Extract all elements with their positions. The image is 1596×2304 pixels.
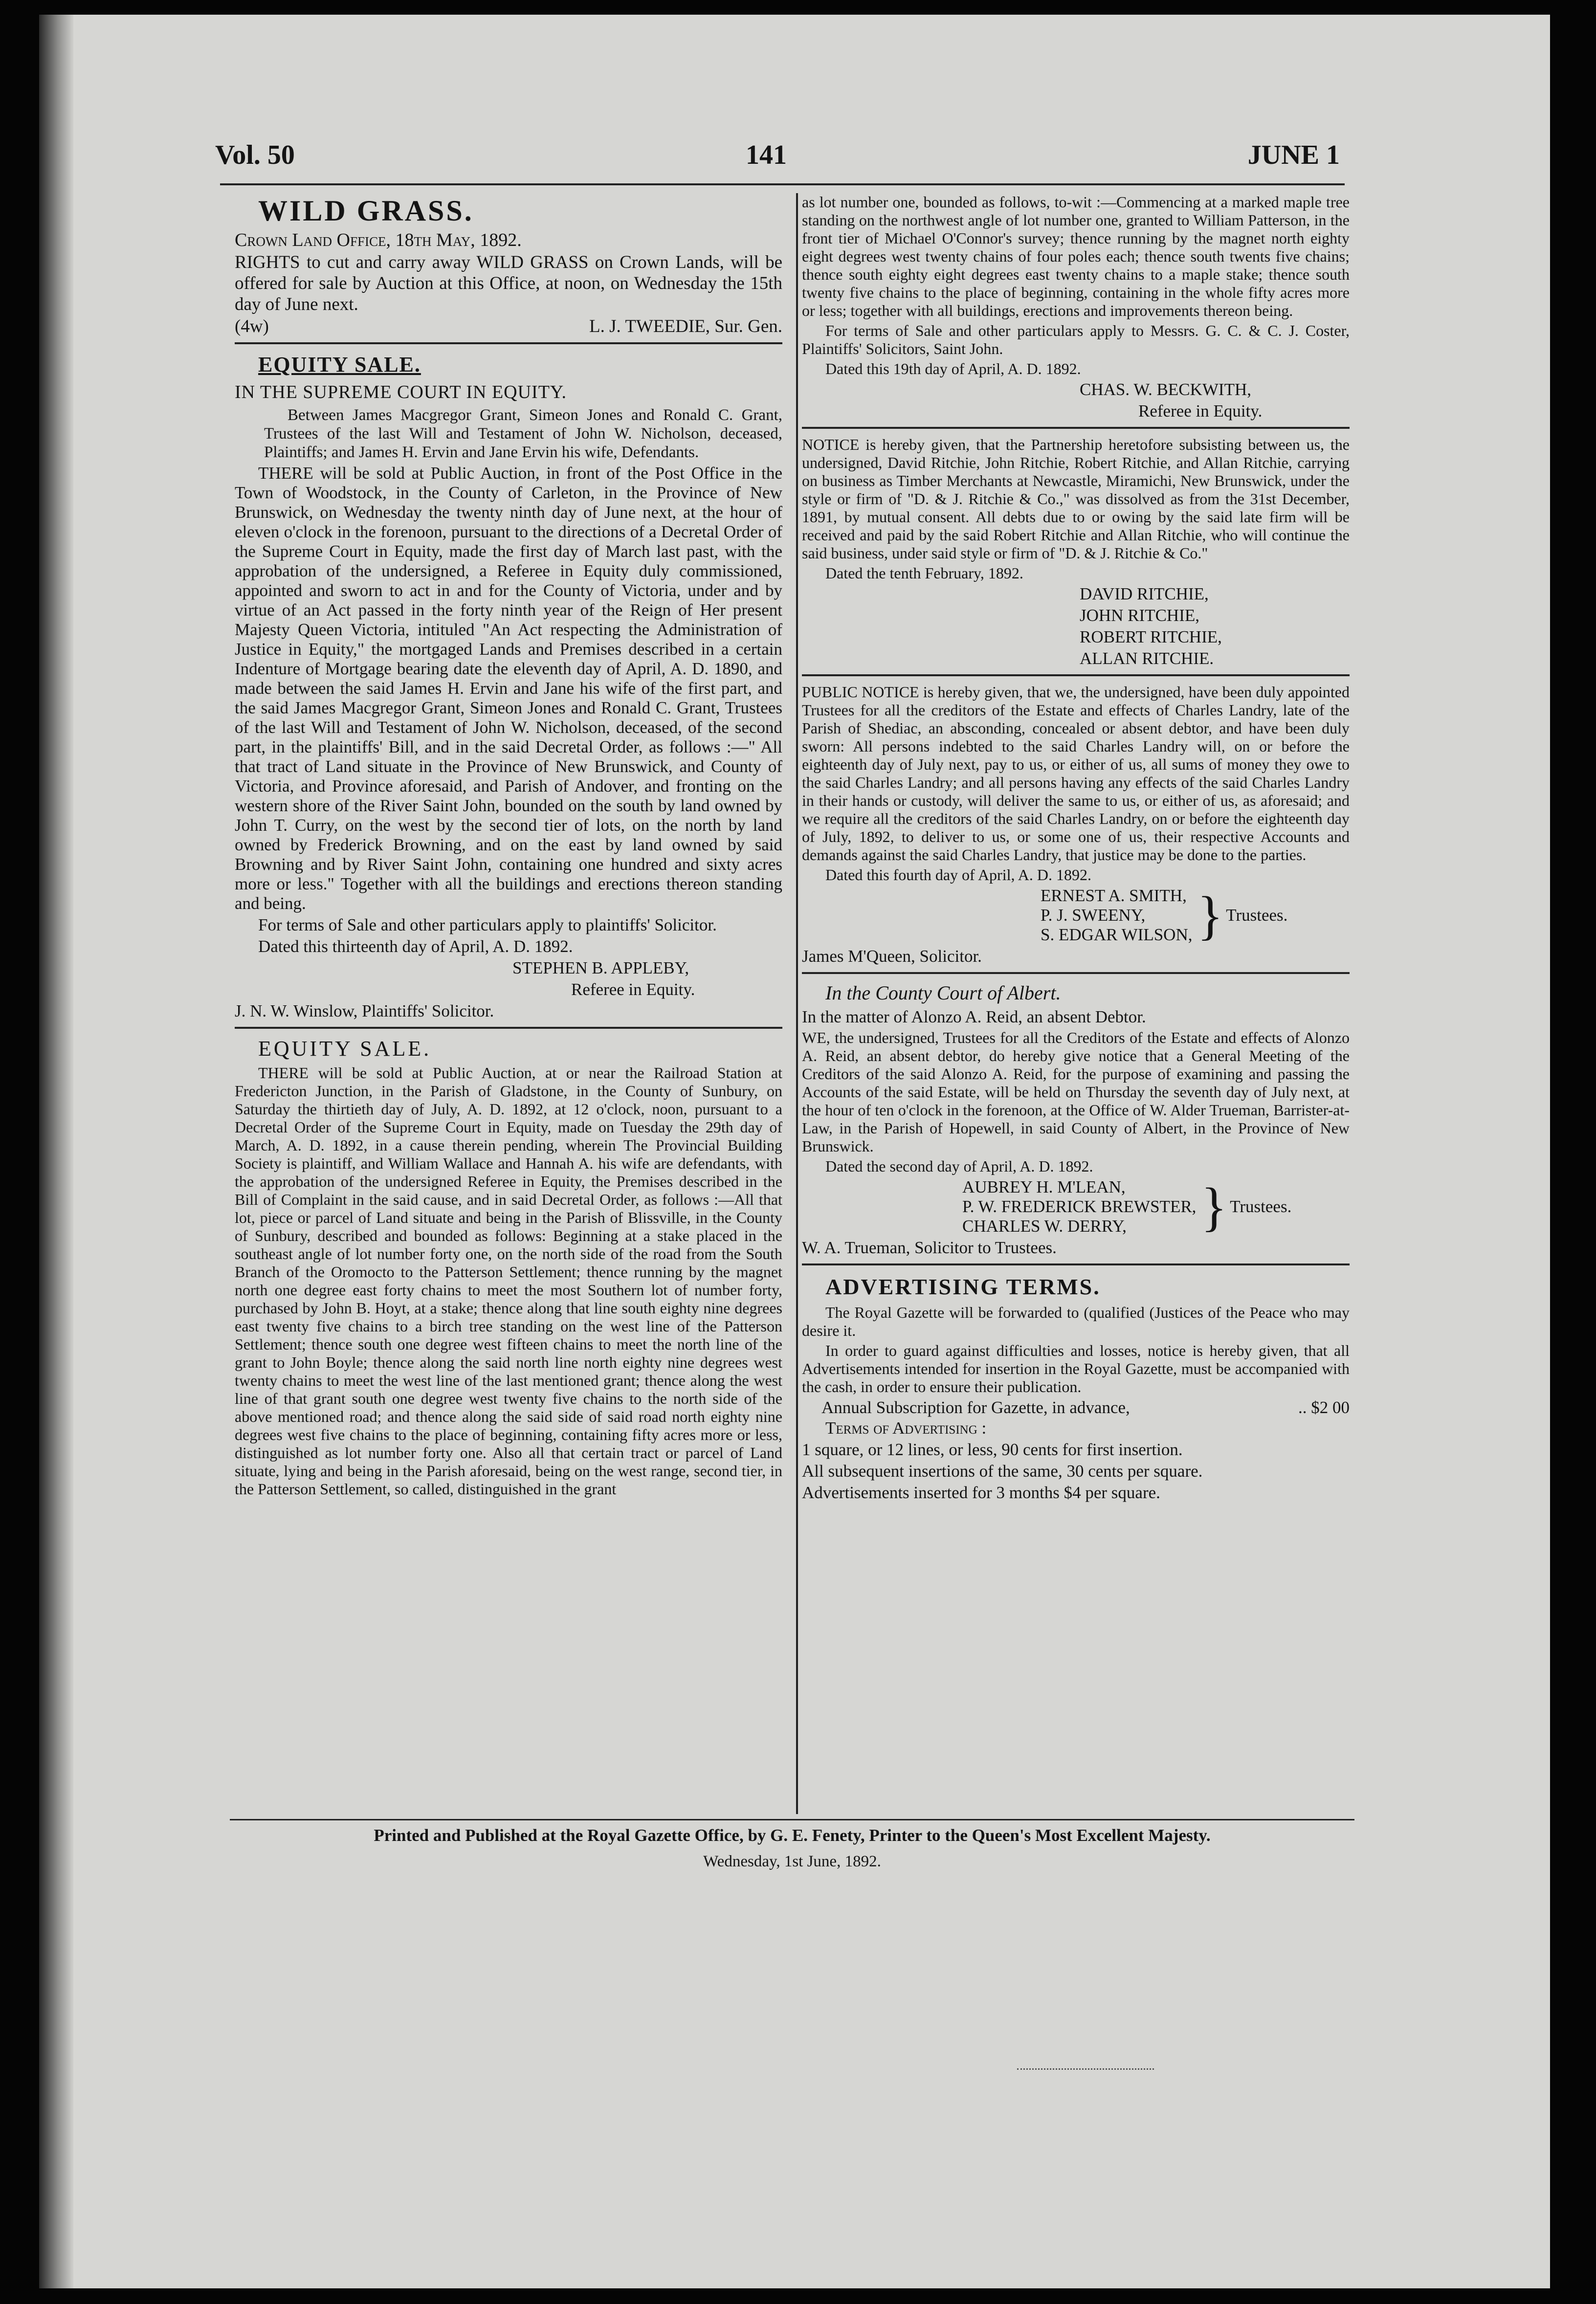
equity-sale-1-solicitor: J. N. W. Winslow, Plaintiffs' Solicitor. xyxy=(235,1001,494,1020)
albert-trustees xyxy=(802,1177,1350,1236)
advertising-rate-1: 1 square, or 12 lines, or less, 90 cents for first insertion. xyxy=(802,1440,1183,1459)
partnership-signer: ALLAN RITCHIE. xyxy=(1080,649,1214,668)
equity-sale-2-title: EQUITY SALE. xyxy=(258,1037,432,1061)
equity-sale-1-court: IN THE SUPREME COURT IN EQUITY. xyxy=(235,382,567,402)
issue-date: JUNE 1 xyxy=(1247,140,1340,170)
equity-sale-2-continued-text: as lot number one, bounded as follows, to-wit :—Commencing at a marked maple tree standing on the northwest angle of lot number one, granted to William Patterson, in the front tier of Michael O'Connor's survey; thence running by the magnet north eighty eight degrees west twenty chains of four poles each; thence south twents five chains; thence south eighty eight degrees east twenty chains to a maple stake; thence south twenty five chains to the place of beginning, containing in the whole fifty acres more or less; together with all buildings, erections and improvements thereon being. xyxy=(802,193,1350,319)
landry-trustees-label: Trustees. xyxy=(1226,906,1288,925)
landry-trustee: P. J. SWEENY, xyxy=(1041,906,1146,925)
landry-notice-dated: Dated this fourth day of April, A. D. 1892. xyxy=(825,866,1091,884)
wild-grass-code: (4w) xyxy=(235,316,269,336)
advertising-terms xyxy=(802,1272,1350,1503)
albert-notice xyxy=(802,981,1350,1258)
wild-grass-title: WILD GRASS. xyxy=(258,195,474,227)
equity-sale-1-referee-title: Referee in Equity. xyxy=(571,980,695,999)
partnership-signer: ROBERT RITCHIE, xyxy=(1080,627,1222,646)
landry-trustee: ERNEST A. SMITH, xyxy=(1041,886,1187,905)
equity-sale-1-referee-name: STEPHEN B. APPLEBY, xyxy=(512,958,689,977)
wild-grass-body: RIGHTS to cut and carry away WILD GRASS on Crown Lands, will be offered for sale by Auction at this Office, at noon, on Wednesday the 15th day of June next. xyxy=(235,252,782,314)
albert-trustee: CHARLES W. DERRY, xyxy=(962,1217,1127,1236)
right-column xyxy=(802,193,1350,1508)
albert-matter: In the matter of Alonzo A. Reid, an absent Debtor. xyxy=(802,1007,1146,1026)
volume-label: Vol. 50 xyxy=(215,140,295,170)
imprint-date: Wednesday, 1st June, 1892. xyxy=(703,1853,881,1870)
partnership-signer: JOHN RITCHIE, xyxy=(1080,606,1199,625)
page-spine-shadow xyxy=(39,15,73,2288)
partnership-notice xyxy=(802,436,1350,668)
column-divider xyxy=(796,193,798,1814)
wild-grass-notice xyxy=(235,193,782,336)
equity-sale-2-body: THERE will be sold at Public Auction, at or near the Railroad Station at Fredericton Junction, in the Parish of Gladstone, in the County of Sunbury, on Saturday the thirtieth day of July, A. D. 1892, at 12 o'clock, noon, pursuant to a Decretal Order of the Supreme Court in Equity, made on Tuesday the 29th day of March, A. D. 1892, in a cause therein pending, wherein The Provincial Building Society is plaintiff, and William Wallace and Hannah A. his wife are defendants, with the approbation of the undersigned Referee in Equity, the Premises described in the Bill of Complaint in the said cause, and in said Decretal Order, as follows :—All that lot, piece or parcel of Land situate and being in the Parish of Blissville, in the County of Sunbury, described and bounded as follows: Beginning at a stake placed in the southeast angle of lot number forty one, on the north side of the road from the South Branch of the Oromocto to the Patterson Settlement; thence running by the magnet north one degree east forty chains to meet the most Southern lot of number forty, purchased by John B. Hoyt, at a stake; thence along that line south eighty nine degrees east twenty five chains to a birch tree standing on the west line of the Patterson Settlement; thence south one degree west fifteen chains to meet the north line of the grant to John Boyle; thence along the said north line north eighty nine degrees west twenty chains to meet the west line of the last mentioned grant; thence along the west line of that grant south one degree west twenty five chains to the north side of the above mentioned road; and thence along the said side of said road north eighty nine degrees west five chains to the place of beginning, containing fifty acres more or less, distinguished as lot number forty one. Also all that certain tract or parcel of Land situate, lying and being in the Parish aforesaid, being on the west range, second tier, in the Patterson Settlement, so called, distinguished in the grant xyxy=(235,1064,782,1498)
subscription-row xyxy=(802,1398,1350,1418)
brace-glyph: } xyxy=(1201,1177,1227,1237)
equity-sale-2 xyxy=(235,1036,782,1498)
albert-trustee: AUBREY H. M'LEAN, xyxy=(962,1177,1126,1196)
wild-grass-signature: L. J. TWEEDIE, Sur. Gen. xyxy=(589,316,782,336)
landry-trustee: S. EDGAR WILSON, xyxy=(1041,925,1193,944)
advertising-p1: The Royal Gazette will be forwarded to (qualified (Justices of the Peace who may desire it. xyxy=(802,1304,1350,1339)
equity-sale-1-terms: For terms of Sale and other particulars apply to plaintiffs' Solicitor. xyxy=(258,915,717,934)
advertising-p2: In order to guard against difficulties and losses, notice is hereby given, that all Advertisements intended for insertion in the Royal Gazette, must be accompanied with the cash, in order to ensure their publication. xyxy=(802,1342,1350,1396)
albert-court: In the County Court of Albert. xyxy=(825,982,1061,1004)
imprint-line: Printed and Published at the Royal Gazette Office, by G. E. Fenety, Printer to the Queen's Most Excellent Majesty. xyxy=(374,1826,1211,1845)
equity-sale-2-referee-title: Referee in Equity. xyxy=(1138,401,1263,421)
equity-sale-1-dated: Dated this thirteenth day of April, A. D. 1892. xyxy=(258,937,573,956)
page-number: 141 xyxy=(746,140,787,170)
partnership-notice-body: NOTICE is hereby given, that the Partnership heretofore subsisting between us, the undersigned, David Ritchie, John Ritchie, Robert Ritchie, and Allan Ritchie, carrying on business as Timber Merchants at Newcastle, Miramichi, New Brunswick, under the style or firm of "D. & J. Ritchie & Co.," was dissolved as from the 31st December, 1891, by mutual consent. All debts due to or owing by the said late firm will be received and paid by the said Robert Ritchie and Allan Ritchie, who will continue the said business, under said style or firm of "D. & J. Ritchie & Co." xyxy=(802,436,1350,562)
stray-dots xyxy=(1017,2068,1154,2070)
landry-notice-body: PUBLIC NOTICE is hereby given, that we, the undersigned, have been duly appointed Trustees for all the creditors of the Estate and effects of Charles Landry, late of the Parish of Shediac, an absconding, concealed or absent debtor, and have been duly sworn: All persons indebted to the said Charles Landry will, on or before the eighteenth day of July next, pay to us, or either of us, all sums of money they owe to the said Charles Landry; and all persons having any effects of the said Charles Landry in their hands or custody, will deliver the same to us, or either of us, as aforesaid; and we require all the creditors of the said Charles Landry, on or before the eighteenth day of July, 1892, to deliver to us, or some one of us, their respective Accounts and demands against the said Charles Landry, that justice may be done to the parties. xyxy=(802,683,1350,864)
equity-sale-2-terms: For terms of Sale and other particulars apply to Messrs. G. C. & C. J. Coster, Plaintiffs' Solicitors, Saint John. xyxy=(802,322,1350,357)
equity-sale-1-body: THERE will be sold at Public Auction, in front of the Post Office in the Town of Woodstock, in the County of Carleton, in the Province of New Brunswick, on Wednesday the twenty ninth day of June next, at the hour of eleven o'clock in the forenoon, pursuant to the directions of a Decretal Order of the Supreme Court in Equity, made the first day of March last past, with the approbation of the undersigned, a Referee in Equity duly commissioned, appointed and sworn to act in and for the County of Victoria, under and by virtue of an Act passed in the forty ninth year of the Reign of Her present Majesty Queen Victoria, intituled "An Act respecting the Administration of Justice in Equity," the mortgaged Lands and Premises described in a certain Indenture of Mortgage bearing date the eleventh day of April, A. D. 1890, and made between the said James H. Ervin and Jane his wife of the first part, and the said James Macgregor Grant, Simeon Jones and Ronald C. Grant, Trustees of the last Will and Testament of John W. Nicholson, deceased, of the second part, in the plaintiffs' Bill, and in the said Decretal Order, as follows :—" All that tract of Land situate in the Province of New Brunswick, and County of Victoria, and Province aforesaid, and Parish of Andover, and fronting on the western shore of the River Saint John, bounded on the south by land owned by John T. Curry, on the west by the second tier of lots, on the north by land owned by Frederick Browning, and on the east by land owned by said Browning and by River Saint John, containing one hundred and sixty acres more or less." Together with all the buildings and erections thereon standing and being. xyxy=(235,464,782,913)
terms-heading: Terms of Advertising : xyxy=(825,1418,987,1438)
subscription-label: Annual Subscription for Gazette, in advance, xyxy=(821,1398,1130,1417)
equity-sale-2-dated: Dated this 19th day of April, A. D. 1892. xyxy=(825,360,1081,377)
albert-trustee: P. W. FREDERICK BREWSTER, xyxy=(962,1197,1197,1216)
separator-rule xyxy=(235,342,782,344)
brace-glyph: } xyxy=(1197,886,1223,945)
header-rule xyxy=(220,183,1345,185)
left-column xyxy=(235,193,782,1504)
albert-trustee-names xyxy=(939,1177,1196,1236)
equity-sale-1-parties: Between James Macgregor Grant, Simeon Jones and Ronald C. Grant, Trustees of the last Will and Testament of John W. Nicholson, deceased, Plaintiffs; and James H. Ervin and Jane Ervin his wife, Defendants. xyxy=(264,406,782,461)
wild-grass-dateline: Crown Land Office, 18th May, 1892. xyxy=(235,230,522,250)
landry-notice xyxy=(802,683,1350,966)
albert-notice-body: WE, the undersigned, Trustees for all the Creditors of the Estate and effects of Alonzo A. Reid, an absent debtor, do hereby give notice that a General Meeting of the Creditors of the said Alonzo A. Reid, for the purpose of examining and passing the Accounts of the said Estate, will be held on Thursday the seventh day of July next, at the hour of ten o'clock in the forenoon, at the Office of W. Alder Trueman, Barrister-at-Law, in the Parish of Hopewell, in said County of Albert, in the Province of New Brunswick. xyxy=(802,1029,1350,1155)
albert-trustees-label: Trustees. xyxy=(1230,1197,1292,1216)
equity-sale-2-continued xyxy=(802,193,1350,421)
landry-solicitor: James M'Queen, Solicitor. xyxy=(802,947,982,966)
running-header xyxy=(215,139,1340,183)
advertising-rate-2: All subsequent insertions of the same, 30 cents per square. xyxy=(802,1462,1203,1481)
gazette-page xyxy=(39,15,1550,2288)
albert-solicitor: W. A. Trueman, Solicitor to Trustees. xyxy=(802,1238,1057,1257)
albert-notice-dated: Dated the second day of April, A. D. 1892. xyxy=(825,1157,1093,1175)
equity-sale-2-referee-name: CHAS. W. BECKWITH, xyxy=(1080,380,1251,399)
partnership-notice-dated: Dated the tenth February, 1892. xyxy=(825,564,1023,582)
separator-rule xyxy=(235,1027,782,1029)
subscription-price: .. $2 00 xyxy=(1298,1398,1350,1417)
separator-rule xyxy=(802,972,1350,974)
landry-trustees xyxy=(802,886,1350,945)
wild-grass-signature-row xyxy=(235,317,782,336)
advertising-rate-3: Advertisements inserted for 3 months $4 per square. xyxy=(802,1483,1160,1502)
partnership-signer: DAVID RITCHIE, xyxy=(1080,584,1209,603)
separator-rule xyxy=(802,427,1350,429)
equity-sale-1-title: EQUITY SALE. xyxy=(258,353,421,377)
landry-trustee-names xyxy=(1017,886,1192,945)
separator-rule xyxy=(802,1263,1350,1265)
footer-rule xyxy=(230,1819,1354,1820)
advertising-title: ADVERTISING TERMS. xyxy=(825,1274,1101,1299)
equity-sale-1 xyxy=(235,351,782,1021)
separator-rule xyxy=(802,674,1350,676)
